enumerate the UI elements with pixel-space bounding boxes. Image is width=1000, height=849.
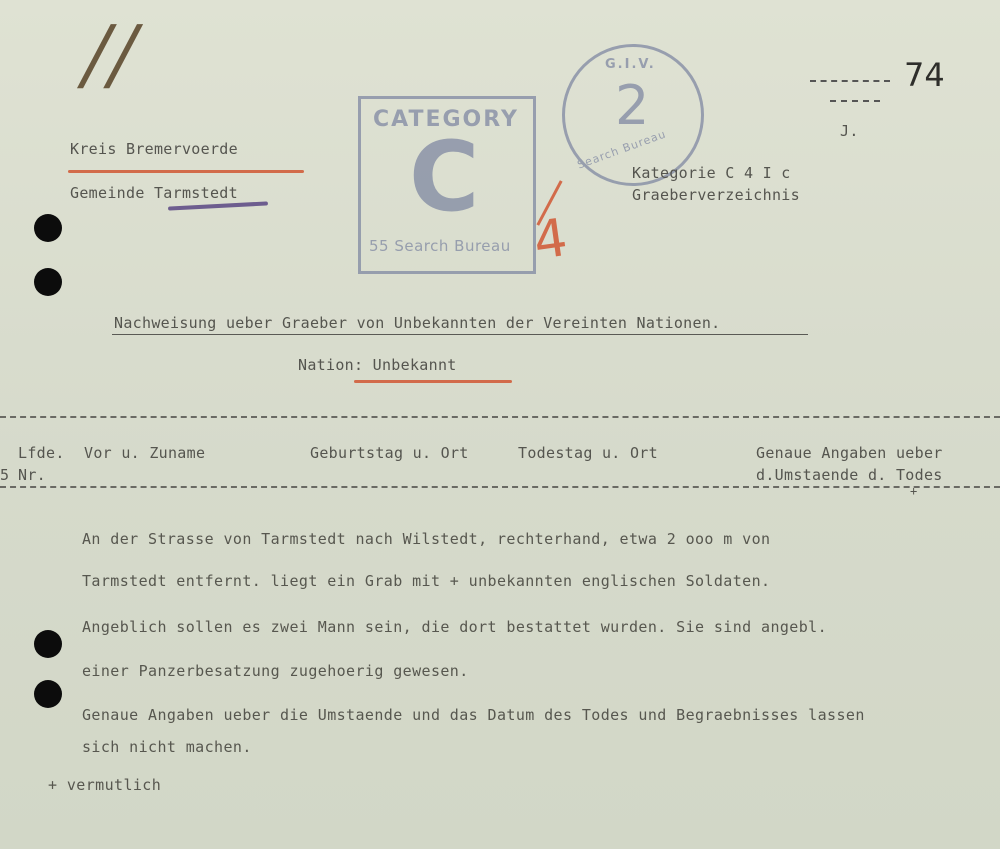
body-line: An der Strasse von Tarmstedt nach Wilstedt, rechterhand, etwa 2 ooo m von — [82, 530, 771, 548]
round-stamp-bottom: Search Bureau — [575, 127, 668, 172]
kategorie-label: Kategorie C 4 I c — [632, 164, 791, 182]
stamp-footer: 55 Search Bureau — [369, 237, 511, 255]
round-stamp-top: G.I.V. — [605, 57, 656, 72]
handwritten-mark: // — [74, 10, 147, 100]
red-annotation: 4 — [529, 207, 572, 273]
margin-mark: 5 — [0, 466, 10, 484]
verzeichnis-label: Graeberverzeichnis — [632, 186, 800, 204]
purple-underline — [168, 201, 268, 210]
pencil-dashes — [810, 80, 890, 82]
col-geburt: Geburtstag u. Ort — [310, 444, 469, 462]
col-lfde: Lfde. — [18, 444, 65, 462]
category-stamp — [358, 96, 536, 274]
body-line: Genaue Angaben ueber die Umstaende und das Datum des Todes und Begraebnisses lassen — [82, 706, 865, 724]
stamp-letter: C — [409, 121, 480, 233]
punch-hole — [34, 214, 62, 242]
nation-label: Nation: Unbekannt — [298, 356, 457, 374]
page-number: 74 — [904, 56, 945, 94]
table-header-rule — [0, 486, 1000, 488]
punch-hole — [34, 268, 62, 296]
pencil-dashes — [830, 100, 880, 102]
punch-hole — [34, 630, 62, 658]
initial-mark: J. — [840, 122, 859, 140]
round-stamp-number: 2 — [615, 74, 650, 137]
plus-mark: + — [910, 484, 918, 498]
body-line: sich nicht machen. — [82, 738, 252, 756]
title-underline — [112, 334, 808, 335]
stamp-title: CATEGORY — [373, 107, 519, 132]
col-name: Vor u. Zuname — [84, 444, 206, 462]
col-angaben-line1: Genaue Angaben ueber — [756, 444, 943, 462]
body-line: einer Panzerbesatzung zugehoerig gewesen. — [82, 662, 469, 680]
gemeinde-label: Gemeinde Tarmstedt — [70, 184, 238, 202]
red-underline — [68, 170, 304, 173]
body-line: Angeblich sollen es zwei Mann sein, die dort bestattet wurden. Sie sind angebl. — [82, 618, 828, 636]
punch-hole — [34, 680, 62, 708]
col-nr: Nr. — [18, 466, 46, 484]
red-underline — [354, 380, 512, 383]
footnote: + vermutlich — [48, 776, 162, 794]
col-tod: Todestag u. Ort — [518, 444, 658, 462]
body-line: Tarmstedt entfernt. liegt ein Grab mit + unbekannten englischen Soldaten. — [82, 572, 771, 590]
document-title: Nachweisung ueber Graeber von Unbekannten der Vereinten Nationen. — [114, 314, 721, 332]
kreis-label: Kreis Bremervoerde — [70, 140, 238, 158]
col-angaben-line2: d.Umstaende d. Todes — [756, 466, 943, 484]
table-top-rule — [0, 416, 1000, 418]
